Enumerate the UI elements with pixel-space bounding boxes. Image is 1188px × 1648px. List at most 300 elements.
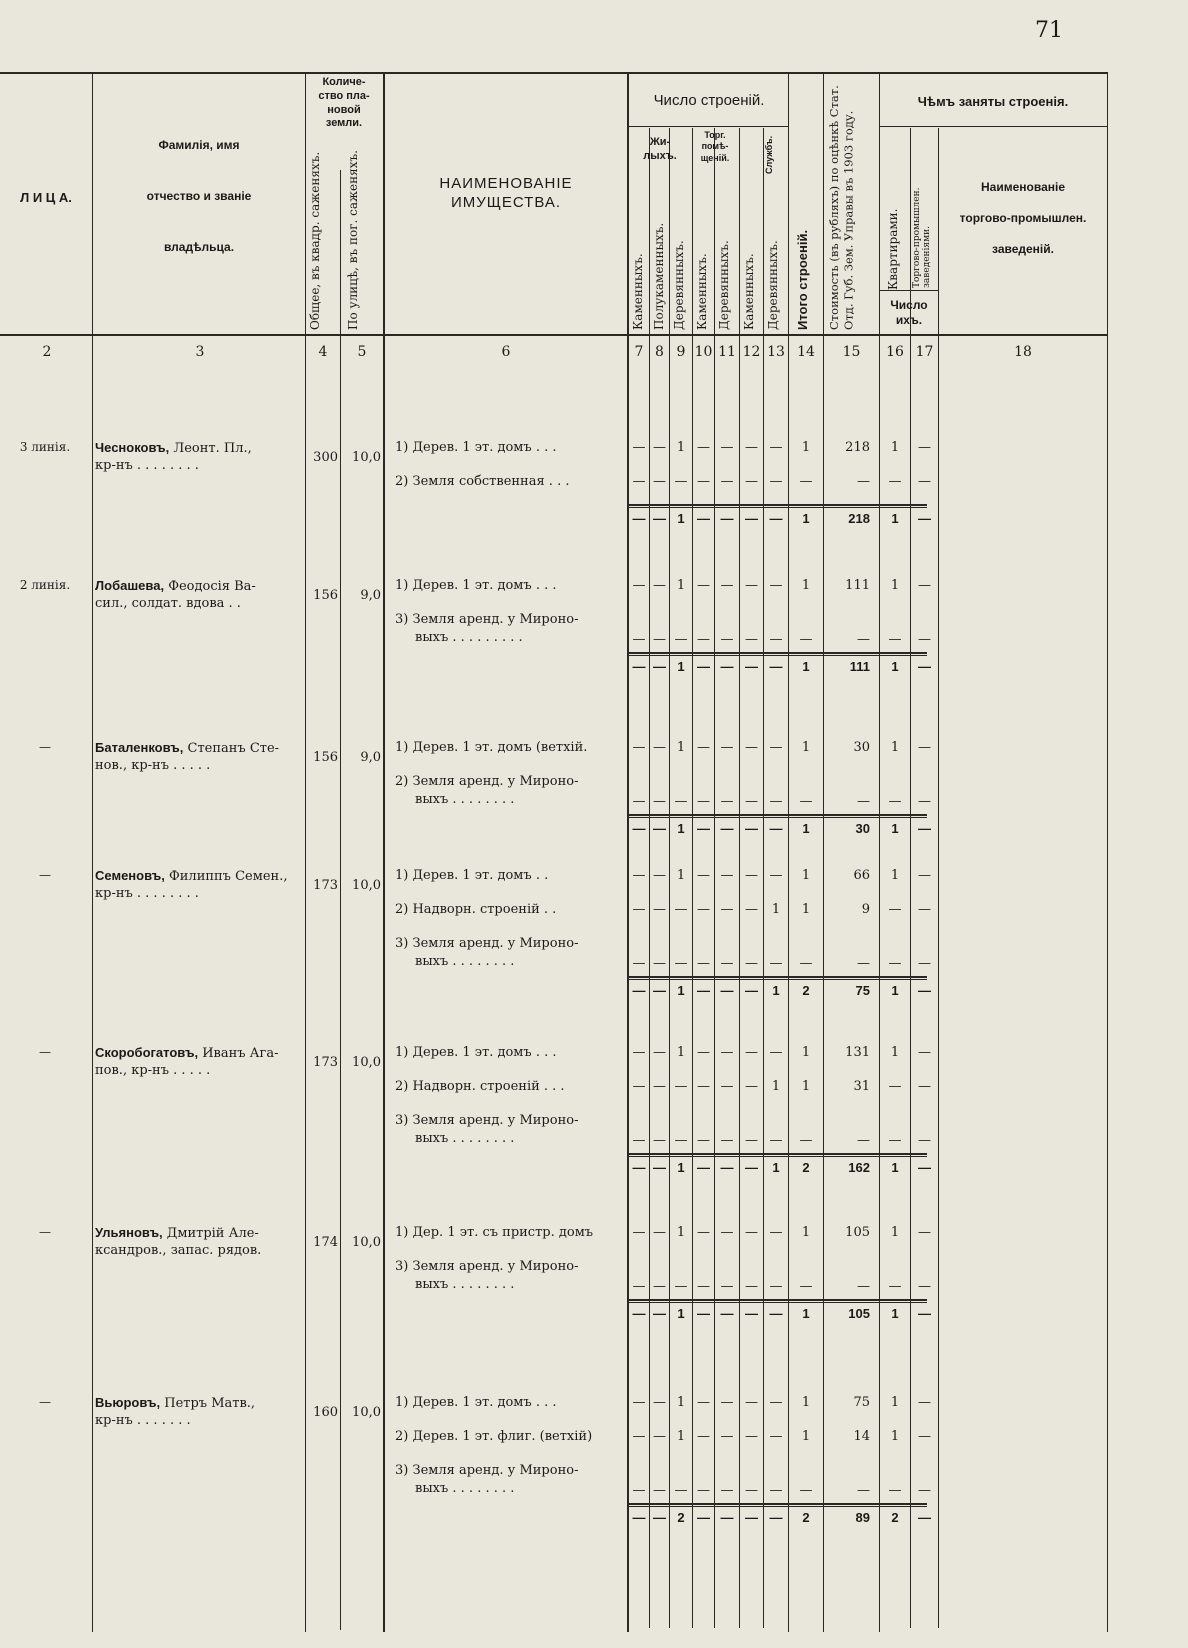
land-area: 173: [313, 1055, 338, 1070]
total-rule: [627, 507, 927, 508]
header-col10: Каменныхъ.: [695, 253, 709, 330]
header-col12: Каменныхъ.: [742, 253, 756, 330]
owner-surname: Лобашева,: [95, 578, 165, 593]
table-cell: 75: [853, 1395, 870, 1410]
table-cell: —: [697, 902, 710, 917]
table-cell: 1: [676, 1225, 686, 1240]
property-item: 2) Надворн. строеній . .: [395, 902, 557, 917]
column-number: 11: [718, 344, 736, 360]
table-cell: —: [632, 1395, 646, 1410]
table-cell: —: [857, 1279, 870, 1294]
table-cell: —: [720, 1133, 734, 1148]
owner-given: Иванъ Ага-: [198, 1046, 279, 1061]
property-item: 3) Земля аренд. у Мироно-: [395, 1113, 579, 1128]
header-owner-line: Фамилія, имя: [158, 138, 240, 152]
table-cell: —: [632, 511, 646, 526]
owner-name: [95, 740, 279, 756]
column-number: 4: [318, 344, 328, 360]
column-number: 9: [676, 344, 686, 360]
total-rule: [627, 1506, 927, 1507]
table-cell: 1: [891, 659, 899, 674]
header-col18-line: заведеній.: [992, 242, 1054, 256]
table-cell: 1: [677, 1160, 685, 1175]
column-number: 10: [694, 344, 713, 360]
header-torg-line: помѣ-: [701, 141, 729, 152]
table-cell: —: [632, 1045, 646, 1060]
header-col15: Стоимость (въ рубляхъ) по оцѣнкѣ Стат. Отд. Губ. Зем. Управы въ 1903 году.: [827, 85, 856, 330]
table-cell: —: [745, 474, 758, 489]
table-cell: —: [720, 1429, 734, 1444]
owner-name: [95, 440, 252, 456]
table-cell: —: [632, 868, 646, 883]
table-cell: —: [918, 983, 931, 998]
table-cell: —: [918, 474, 931, 489]
table-cell: —: [720, 1395, 734, 1410]
table-cell: —: [632, 794, 646, 809]
land-area: 156: [313, 750, 338, 765]
table-cell: 1: [890, 740, 900, 755]
street-length: 10,0: [352, 1055, 381, 1070]
table-cell: 1: [801, 1225, 811, 1240]
table-cell: —: [653, 821, 666, 836]
total-rule: [627, 1156, 927, 1157]
column-number: 14: [797, 344, 815, 360]
table-cell: —: [857, 474, 870, 489]
table-cell: 1: [801, 440, 811, 455]
table-cell: —: [720, 1306, 734, 1321]
table-cell: 1: [676, 578, 686, 593]
header-land-line: Количе-: [322, 76, 366, 88]
table-cell: —: [720, 632, 734, 647]
table-cell: —: [769, 868, 783, 883]
table-cell: —: [745, 1395, 758, 1410]
table-cell: 1: [676, 440, 686, 455]
table-cell: —: [745, 1306, 758, 1321]
header-col9: Деревянныхъ.: [672, 240, 686, 330]
table-cell: —: [918, 821, 931, 836]
table-cell: —: [720, 1079, 734, 1094]
street-length: 10,0: [352, 878, 381, 893]
table-cell: 1: [676, 868, 686, 883]
table-cell: —: [674, 1133, 688, 1148]
table-cell: 14: [853, 1429, 870, 1444]
table-cell: 30: [853, 740, 870, 755]
location-label: —: [39, 1225, 51, 1239]
table-cell: —: [632, 1429, 646, 1444]
column-number: 12: [742, 344, 761, 360]
property-item-cont: выхъ . . . . . . . .: [415, 954, 515, 969]
table-cell: —: [857, 1483, 870, 1498]
table-cell: —: [769, 474, 783, 489]
table-cell: —: [720, 983, 734, 998]
owner-status: ксандров., запас. рядов.: [95, 1243, 262, 1258]
column-number: 18: [1014, 344, 1032, 360]
property-item: 3) Земля аренд. у Мироно-: [395, 936, 579, 951]
table-cell: —: [745, 1079, 758, 1094]
table-cell: 1: [802, 511, 810, 526]
table-cell: —: [745, 821, 758, 836]
owner-status: пов., кр-нъ . . . . .: [95, 1063, 211, 1078]
property-item: 3) Земля аренд. у Мироно-: [395, 1259, 579, 1274]
table-cell: —: [799, 1279, 813, 1294]
table-cell: —: [653, 1160, 666, 1175]
table-cell: —: [918, 632, 931, 647]
owner-surname: Вьюровъ,: [95, 1395, 161, 1410]
owner-surname: Семеновъ,: [95, 868, 165, 883]
table-cell: —: [697, 983, 710, 998]
property-item: 2) Дерев. 1 эт. флиг. (ветхій): [395, 1429, 593, 1444]
table-cell: —: [720, 1225, 734, 1240]
table-cell: 1: [676, 740, 686, 755]
table-cell: 1: [771, 1079, 781, 1094]
owner-status: кр-нъ . . . . . . .: [95, 1413, 191, 1428]
location-label: —: [39, 868, 51, 882]
table-cell: —: [720, 511, 734, 526]
header-property-line: ИМУЩЕСТВА.: [450, 193, 562, 211]
table-cell: 1: [890, 440, 900, 455]
table-cell: —: [888, 1079, 902, 1094]
table-cell: —: [769, 1045, 783, 1060]
table-cell: 1: [890, 868, 900, 883]
property-item-cont: выхъ . . . . . . . .: [415, 1277, 515, 1292]
table-cell: —: [918, 1429, 931, 1444]
header-owner: [95, 138, 303, 255]
header-torg-line: щеній.: [700, 152, 730, 163]
total-rule: [627, 1153, 927, 1155]
table-cell: —: [720, 1160, 734, 1175]
table-cell: 1: [801, 868, 811, 883]
table-cell: —: [888, 1483, 902, 1498]
property-item: 3) Земля аренд. у Мироно-: [395, 1463, 579, 1478]
owner-status: сил., солдат. вдова . .: [95, 596, 241, 611]
table-cell: —: [653, 1079, 666, 1094]
table-cell: 1: [801, 1395, 811, 1410]
table-cell: —: [653, 440, 666, 455]
property-item: 1) Дерев. 1 эт. домъ . . .: [395, 578, 557, 593]
table-cell: —: [888, 474, 902, 489]
header-col7: Каменныхъ.: [631, 253, 645, 330]
table-cell: 1: [772, 983, 780, 998]
header-property-line: НАИМЕНОВАНІЕ: [439, 175, 573, 192]
table-cell: —: [769, 1395, 783, 1410]
table-cell: —: [769, 1510, 783, 1525]
total-rule: [627, 652, 927, 654]
owner-surname: Скоробогатовъ,: [95, 1045, 199, 1060]
table-cell: 89: [855, 1510, 870, 1525]
owner-given: Леонт. Пл.,: [169, 441, 252, 456]
table-cell: —: [745, 1225, 758, 1240]
table-cell: —: [769, 440, 783, 455]
table-cell: —: [918, 578, 931, 593]
header-zhilykh-line: Жи-: [649, 136, 671, 148]
column-number: 6: [501, 344, 511, 360]
table-cell: —: [674, 1079, 688, 1094]
table-cell: —: [918, 440, 931, 455]
table-cell: —: [653, 794, 666, 809]
total-rule: [627, 979, 927, 980]
total-rule: [627, 817, 927, 818]
table-cell: —: [697, 794, 710, 809]
table-cell: —: [632, 956, 646, 971]
total-rule: [627, 1299, 927, 1301]
table-cell: 1: [801, 1045, 811, 1060]
table-cell: —: [632, 1225, 646, 1240]
table-cell: —: [653, 474, 666, 489]
table-cell: —: [769, 794, 783, 809]
column-number: 2: [42, 344, 52, 360]
table-cell: 1: [890, 578, 900, 593]
table-cell: —: [745, 632, 758, 647]
property-item: 2) Земля аренд. у Мироно-: [395, 774, 579, 789]
owner-status: кр-нъ . . . . . . . .: [95, 458, 199, 473]
header-zanyaty: Чѣмъ заняты строенія.: [917, 94, 1069, 109]
total-rule: [627, 504, 927, 506]
table-cell: —: [745, 1483, 758, 1498]
table-cell: —: [653, 1133, 666, 1148]
table-cell: —: [632, 1133, 646, 1148]
table-cell: 1: [890, 1429, 900, 1444]
table-cell: —: [720, 1279, 734, 1294]
table-cell: 1: [676, 1429, 686, 1444]
table-cell: —: [918, 1079, 931, 1094]
header-chislo: [880, 298, 938, 328]
table-cell: —: [697, 821, 710, 836]
header-col18-line: Наименованіе: [981, 180, 1065, 194]
table-cell: 1: [891, 821, 899, 836]
table-cell: —: [888, 632, 902, 647]
table-cell: —: [632, 632, 646, 647]
table-cell: 1: [802, 659, 810, 674]
property-item: 1) Дерев. 1 эт. домъ . .: [395, 868, 549, 883]
table-cell: 1: [771, 902, 781, 917]
table-cell: —: [632, 1483, 646, 1498]
table-cell: —: [918, 1510, 931, 1525]
table-cell: 1: [677, 1306, 685, 1321]
column-number: 5: [357, 344, 367, 360]
land-area: 174: [313, 1235, 338, 1250]
table-cell: 1: [676, 1045, 686, 1060]
table-cell: —: [632, 902, 646, 917]
location-label: —: [39, 1045, 51, 1059]
table-cell: —: [918, 1045, 931, 1060]
header-lica: Л И Ц А.: [20, 190, 72, 205]
table-cell: 1: [801, 902, 811, 917]
table-cell: 2: [802, 1160, 810, 1175]
header-chislo-line: ихъ.: [895, 313, 923, 327]
table-cell: —: [697, 868, 710, 883]
table-cell: —: [918, 659, 931, 674]
table-cell: 2: [802, 983, 810, 998]
table-cell: —: [745, 1133, 758, 1148]
table-cell: —: [720, 956, 734, 971]
table-cell: —: [918, 794, 931, 809]
table-cell: —: [769, 1225, 783, 1240]
table-cell: —: [918, 868, 931, 883]
total-rule: [627, 1302, 927, 1303]
table-cell: 1: [677, 821, 685, 836]
header-zhilykh: [630, 136, 690, 164]
table-cell: 1: [677, 983, 685, 998]
table-cell: —: [632, 1079, 646, 1094]
table-cell: 131: [845, 1045, 870, 1060]
header-col18: [939, 180, 1107, 257]
table-cell: —: [888, 1133, 902, 1148]
table-cell: —: [769, 511, 783, 526]
table-cell: —: [857, 956, 870, 971]
table-cell: —: [697, 956, 710, 971]
table-cell: —: [720, 440, 734, 455]
table-cell: —: [918, 1133, 931, 1148]
table-cell: —: [918, 902, 931, 917]
column-number: 13: [767, 344, 785, 360]
table-cell: —: [745, 440, 758, 455]
owner-name: [95, 1225, 259, 1241]
table-cell: —: [632, 578, 646, 593]
table-cell: —: [799, 474, 813, 489]
table-cell: —: [888, 794, 902, 809]
table-cell: —: [720, 821, 734, 836]
header-col13: Деревянныхъ.: [766, 240, 780, 330]
table-cell: —: [769, 1133, 783, 1148]
table-cell: —: [632, 474, 646, 489]
table-cell: —: [720, 578, 734, 593]
table-cell: 105: [845, 1225, 870, 1240]
property-item-cont: выхъ . . . . . . . .: [415, 792, 515, 807]
header-col14: Итого строеній.: [795, 229, 810, 330]
table-cell: —: [799, 956, 813, 971]
table-cell: —: [653, 1279, 666, 1294]
owner-given: Филиппъ Семен.,: [164, 869, 288, 884]
table-cell: —: [857, 1133, 870, 1148]
table-cell: —: [674, 956, 688, 971]
header-owner-line: владѣльца.: [163, 240, 235, 254]
location-label: —: [39, 740, 51, 754]
table-cell: —: [653, 868, 666, 883]
location-label: 3 линія.: [19, 440, 71, 454]
table-cell: 1: [772, 1160, 780, 1175]
column-number: 3: [195, 344, 205, 360]
table-cell: —: [697, 1395, 710, 1410]
table-cell: —: [918, 511, 931, 526]
table-cell: —: [653, 1225, 666, 1240]
total-rule: [627, 814, 927, 816]
table-cell: —: [674, 632, 688, 647]
table-cell: 1: [801, 740, 811, 755]
header-col11: Деревянныхъ.: [717, 240, 731, 330]
table-cell: —: [653, 578, 666, 593]
table-cell: —: [888, 956, 902, 971]
header-street: По улицѣ, въ пог. саженяхъ.: [346, 150, 360, 330]
table-cell: —: [697, 1225, 710, 1240]
table-cell: —: [720, 659, 734, 674]
land-area: 300: [313, 450, 338, 465]
owner-name: [95, 578, 256, 594]
header-owner-line: отчество и званіе: [146, 189, 252, 203]
table-cell: 1: [801, 1079, 811, 1094]
property-item: 3) Земля аренд. у Мироно-: [395, 612, 579, 627]
street-length: 10,0: [352, 450, 381, 465]
total-rule: [627, 976, 927, 978]
header-property: [386, 175, 626, 213]
table-cell: —: [720, 794, 734, 809]
table-cell: —: [674, 902, 688, 917]
table-cell: —: [674, 1483, 688, 1498]
table-cell: —: [769, 578, 783, 593]
property-item: 2) Надворн. строеній . . .: [395, 1079, 565, 1094]
table-cell: —: [720, 740, 734, 755]
table-cell: —: [745, 794, 758, 809]
table-cell: —: [632, 821, 646, 836]
owner-given: Феодосія Ва-: [164, 579, 256, 594]
header-col17: Торгово-промышлен. заведеніями.: [912, 187, 932, 288]
table-cell: 1: [891, 983, 899, 998]
street-length: 9,0: [360, 588, 381, 603]
table-cell: —: [653, 1045, 666, 1060]
land-area: 160: [313, 1405, 338, 1420]
table-cell: —: [653, 740, 666, 755]
table-cell: 111: [849, 659, 870, 674]
header-torg: [692, 130, 738, 164]
table-cell: —: [857, 794, 870, 809]
header-col8: Полукаменныхъ.: [652, 222, 666, 330]
table-cell: —: [697, 632, 710, 647]
table-cell: —: [653, 1429, 666, 1444]
property-item: 2) Земля собственная . . .: [395, 474, 570, 489]
table-cell: —: [653, 1483, 666, 1498]
table-cell: —: [720, 1045, 734, 1060]
table-cell: —: [674, 794, 688, 809]
table-cell: 218: [845, 440, 870, 455]
table-cell: —: [745, 511, 758, 526]
table-cell: 31: [853, 1079, 870, 1094]
total-rule: [627, 1503, 927, 1505]
table-cell: 1: [802, 821, 810, 836]
header-chislo-line: Число: [890, 298, 928, 312]
header-stroeniy: Число строеній.: [653, 92, 765, 109]
table-cell: —: [745, 868, 758, 883]
table-cell: —: [769, 740, 783, 755]
table-cell: 1: [890, 1045, 900, 1060]
table-cell: —: [674, 474, 688, 489]
column-number: 8: [655, 344, 664, 360]
table-cell: —: [799, 1133, 813, 1148]
table-cell: —: [918, 1160, 931, 1175]
table-cell: —: [697, 659, 710, 674]
table-cell: —: [745, 1160, 758, 1175]
table-cell: —: [697, 1483, 710, 1498]
table-cell: —: [653, 983, 666, 998]
table-cell: —: [653, 659, 666, 674]
table-cell: 105: [848, 1306, 870, 1321]
table-cell: —: [745, 983, 758, 998]
table-cell: —: [799, 632, 813, 647]
street-length: 10,0: [352, 1235, 381, 1250]
property-item: 1) Дерев. 1 эт. домъ . . .: [395, 1395, 557, 1410]
table-cell: —: [697, 511, 710, 526]
table-cell: —: [720, 868, 734, 883]
table-cell: —: [769, 1279, 783, 1294]
table-cell: 162: [848, 1160, 870, 1175]
property-item: 1) Дерев. 1 эт. домъ . . .: [395, 1045, 557, 1060]
table-cell: —: [720, 474, 734, 489]
total-rule: [627, 655, 927, 656]
table-cell: —: [918, 1306, 931, 1321]
owner-surname: Ульяновъ,: [95, 1225, 163, 1240]
owner-status: кр-нъ . . . . . . . .: [95, 886, 199, 901]
table-cell: —: [632, 1279, 646, 1294]
property-item: 1) Дер. 1 эт. съ пристр. домъ: [395, 1225, 594, 1240]
table-cell: —: [697, 1133, 710, 1148]
